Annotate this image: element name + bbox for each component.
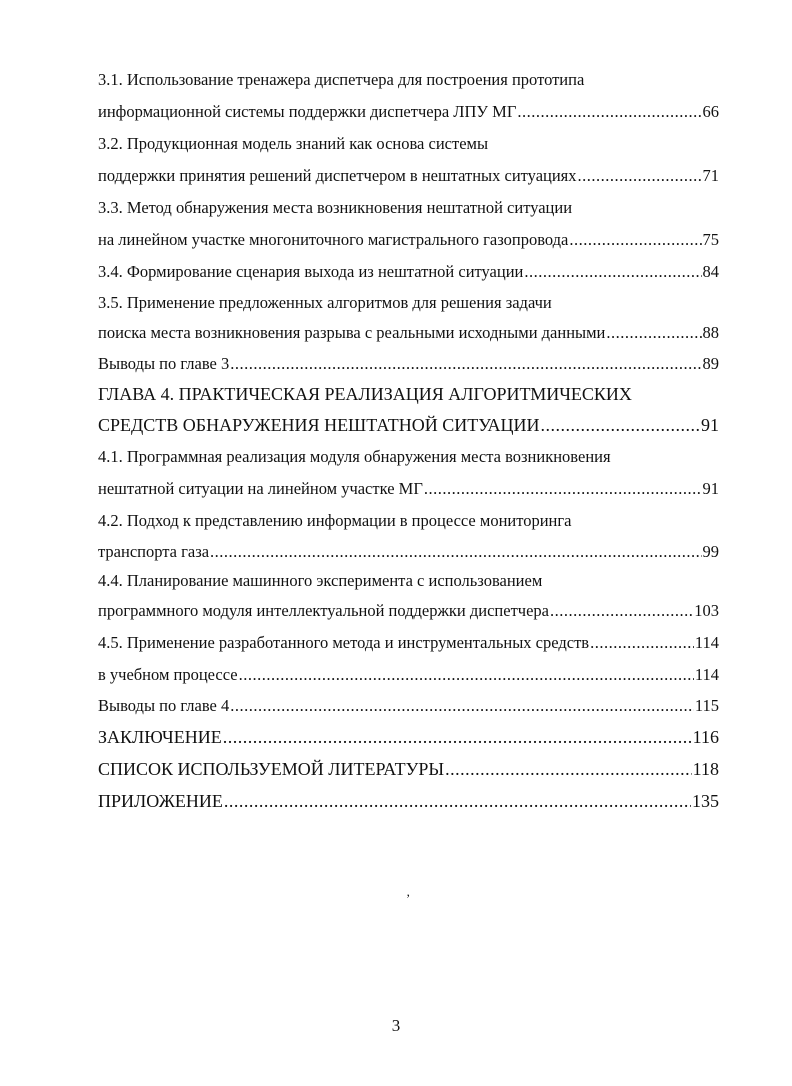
toc-entry: СПИСОК ИСПОЛЬЗУЕМОЙ ЛИТЕРАТУРЫ ..... 118 (98, 758, 719, 780)
toc-page-number: 71 (702, 166, 719, 185)
toc-page-number: 89 (702, 354, 719, 373)
leader-dots (230, 353, 701, 375)
leader-dots (230, 695, 694, 717)
toc-entry: нештатной ситуации на линейном участке МГ ..... 91 (98, 478, 719, 500)
leader-dots (210, 541, 701, 563)
toc-entry: на линейном участке многониточного магистрального газопровода ..... 75 (98, 229, 719, 251)
toc-line: 4.1. Программная реализация модуля обнаружения места возникновения (98, 447, 611, 466)
toc-entry: Выводы по главе 4 ..... 115 (98, 695, 719, 717)
toc-page-number: 135 (692, 791, 719, 811)
leader-dots (590, 632, 694, 654)
toc-entry: ПРИЛОЖЕНИЕ ..... 135 (98, 790, 719, 812)
toc-entry: в учебном процессе ..... 114 (98, 664, 719, 686)
toc-page-number: 88 (702, 323, 719, 342)
toc-line: 3.3. Метод обнаружения места возникновения нештатной ситуации (98, 198, 573, 217)
toc-page-number: 116 (692, 727, 719, 747)
toc-page-number: 114 (694, 633, 719, 652)
toc-page-number: 118 (692, 759, 719, 779)
toc-line: 4.2. Подход к представлению информации в процессе мониторинга (98, 511, 572, 530)
leader-dots (550, 600, 693, 622)
leader-dots (541, 414, 700, 436)
leader-dots (445, 758, 692, 780)
stray-mark: ‚ (406, 884, 411, 899)
toc-page-number: 75 (702, 230, 719, 249)
leader-dots (606, 322, 701, 344)
leader-dots (224, 790, 691, 812)
toc-page-number: 103 (694, 601, 719, 620)
leader-dots (578, 165, 702, 187)
toc-line: 3.5. Применение предложенных алгоритмов для решения задачи (98, 293, 552, 312)
leader-dots (569, 229, 701, 251)
toc-entry: 3.4. Формирование сценария выхода из нештатной ситуации ..... 84 (98, 261, 719, 283)
toc-page-number: 114 (694, 665, 719, 684)
toc-entry: Выводы по главе 3 ..... 89 (98, 353, 719, 375)
toc-page-number: 91 (702, 479, 719, 498)
leader-dots (517, 101, 701, 123)
leader-dots (424, 478, 702, 500)
toc-page-number: 84 (702, 262, 719, 281)
toc-page-number: 66 (702, 102, 719, 121)
chapter-heading: ГЛАВА 4. ПРАКТИЧЕСКАЯ РЕАЛИЗАЦИЯ АЛГОРИТМИЧЕСКИХ (98, 384, 632, 404)
toc-entry: поиска места возникновения разрыва с реальными исходными данными ..... 88 (98, 322, 719, 344)
toc-entry: ЗАКЛЮЧЕНИЕ ..... 116 (98, 726, 719, 748)
toc-page-number: 115 (694, 696, 719, 715)
toc-page-number: 99 (702, 542, 719, 561)
leader-dots (239, 664, 694, 686)
toc-entry: транспорта газа ..... 99 (98, 541, 719, 563)
leader-dots (524, 261, 701, 283)
page-number: 3 (391, 1016, 401, 1035)
toc-entry: поддержки принятия решений диспетчером в нештатных ситуациях ..... 71 (98, 165, 719, 187)
toc-entry: программного модуля интеллектуальной поддержки диспетчера ..... 103 (98, 600, 719, 622)
leader-dots (223, 726, 692, 748)
toc-entry: 4.5. Применение разработанного метода и инструментальных средств ..... 114 (98, 632, 719, 654)
toc-line: 3.2. Продукционная модель знаний как основа системы (98, 134, 489, 153)
toc-entry: СРЕДСТВ ОБНАРУЖЕНИЯ НЕШТАТНОЙ СИТУАЦИИ ..... 91 (98, 414, 719, 436)
toc-page-number: 91 (701, 415, 719, 435)
toc-line: 3.1. Использование тренажера диспетчера для построения прототипа (98, 70, 585, 89)
toc-line: 4.4. Планирование машинного эксперимента с использованием (98, 571, 543, 590)
toc-entry: информационной системы поддержки диспетчера ЛПУ МГ ..... 66 (98, 101, 719, 123)
